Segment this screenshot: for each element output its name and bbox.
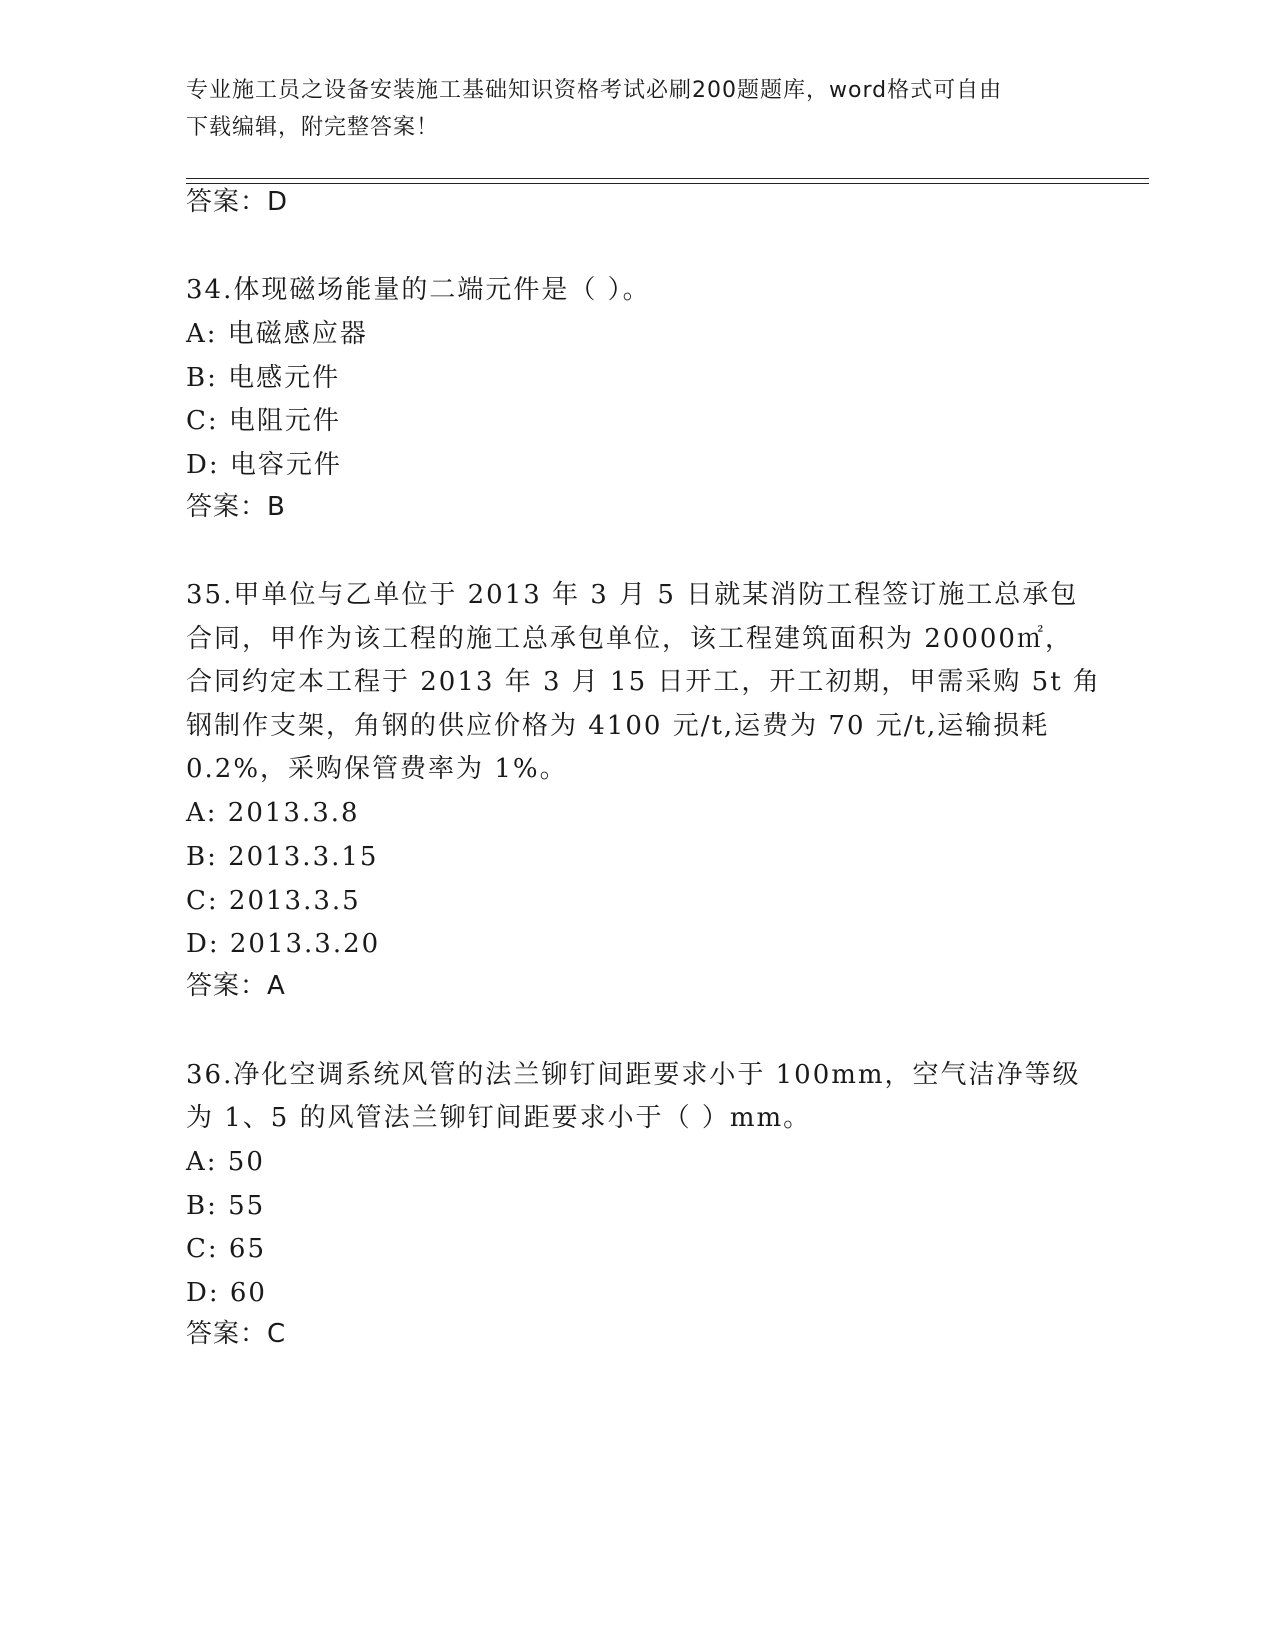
question-35-line-3: 合同约定本工程于 2013 年 3 月 15 日开工，开工初期，甲需采购 5t 角 bbox=[186, 667, 1101, 697]
question-35-line-1: 35.甲单位与乙单位于 2013 年 3 月 5 日就某消防工程签订施工总承包 bbox=[186, 580, 1079, 610]
answer-33: 答案：D bbox=[186, 187, 289, 217]
question-34-option-d: D: 电容元件 bbox=[186, 450, 342, 480]
question-36-line-2: 为 1、5 的风管法兰铆钉间距要求小于（ ）mm。 bbox=[186, 1103, 812, 1133]
document-header bbox=[186, 72, 1066, 146]
answer-34: 答案：B bbox=[186, 492, 286, 522]
question-36-option-d: D: 60 bbox=[186, 1278, 267, 1308]
header-divider-top bbox=[186, 178, 1149, 179]
question-35-option-d: D: 2013.3.20 bbox=[186, 929, 381, 959]
question-34-option-c: C: 电阻元件 bbox=[186, 406, 341, 436]
answer-35: 答案：A bbox=[186, 971, 286, 1001]
question-36-line-1: 36.净化空调系统风管的法兰铆钉间距要求小于 100mm，空气洁净等级 bbox=[186, 1060, 1081, 1090]
question-36-option-c: C: 65 bbox=[186, 1234, 267, 1264]
question-35-line-2: 合同，甲作为该工程的施工总承包单位，该工程建筑面积为 20000㎡， bbox=[186, 624, 1073, 654]
question-34-option-a: A: 电磁感应器 bbox=[186, 319, 368, 349]
header-line-1: 专业施工员之设备安装施工基础知识资格考试必刷200题题库，word格式可自由 bbox=[186, 78, 1003, 103]
question-34-text: 34.体现磁场能量的二端元件是（ ）。 bbox=[186, 275, 651, 305]
question-34-option-b: B: 电感元件 bbox=[186, 363, 341, 393]
question-35-option-a: A: 2013.3.8 bbox=[186, 798, 360, 828]
answer-36: 答案：C bbox=[186, 1319, 287, 1349]
header-line-2: 下载编辑，附完整答案！ bbox=[186, 115, 440, 140]
question-36-option-a: A: 50 bbox=[186, 1147, 265, 1177]
header-divider-bottom bbox=[186, 183, 1149, 184]
question-36-option-b: B: 55 bbox=[186, 1191, 266, 1221]
question-35-option-c: C: 2013.3.5 bbox=[186, 886, 361, 916]
question-35-line-4: 钢制作支架，角钢的供应价格为 4100 元/t,运费为 70 元/t,运输损耗 bbox=[186, 711, 1050, 741]
question-35-option-b: B: 2013.3.15 bbox=[186, 842, 379, 872]
question-35-line-5: 0.2%，采购保管费率为 1%。 bbox=[186, 754, 568, 784]
